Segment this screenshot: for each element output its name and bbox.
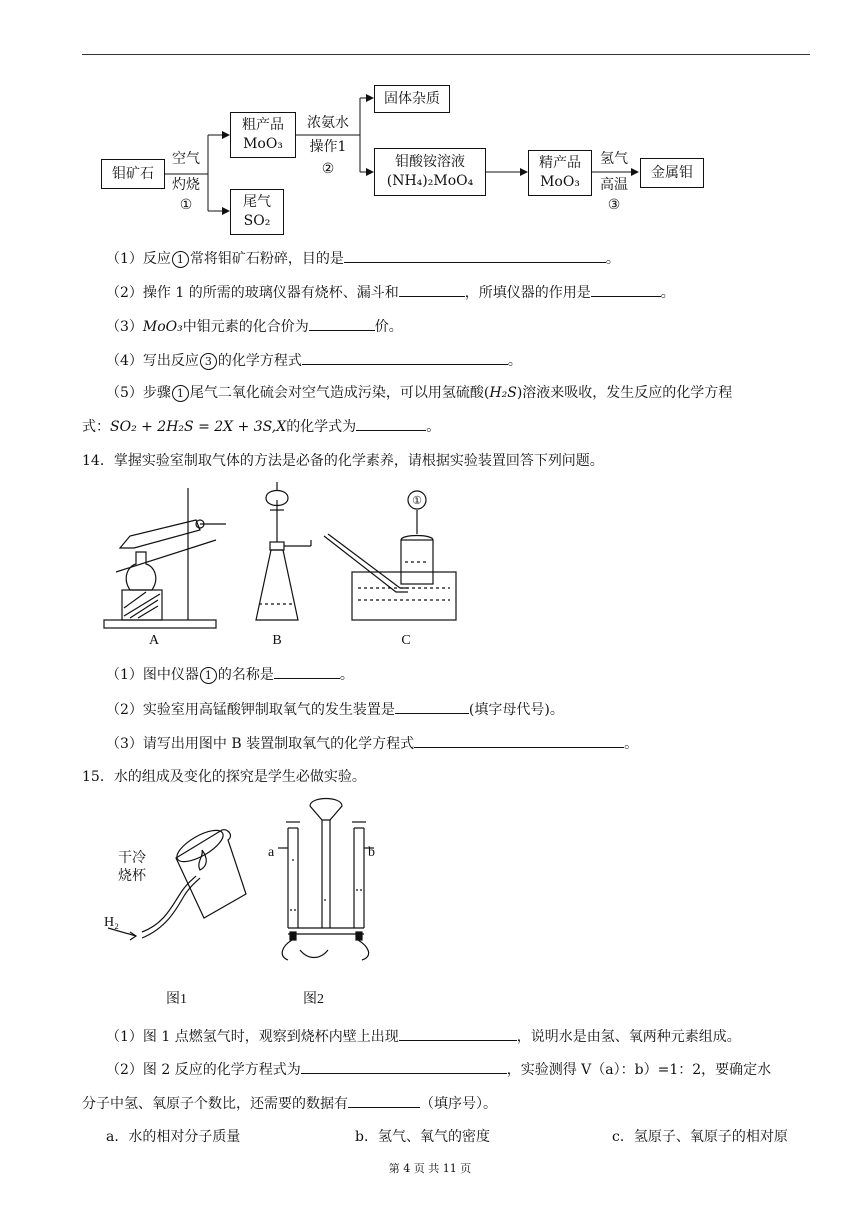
operation1-label: 操作1: [309, 139, 347, 155]
hydrogen-inlet-label: H₂: [104, 915, 119, 930]
q13-p1-prefix: （1）反应: [106, 251, 171, 267]
q15-p2-prefix: （2）图 2 反应的化学方程式为: [106, 1062, 301, 1078]
cold-beaker-label-1: 干冷: [118, 850, 146, 866]
impurity-box: [374, 85, 450, 113]
step3-marker: ③: [607, 197, 621, 213]
tail-gas-formula: SO₂: [243, 213, 271, 229]
figure1-caption: 图1: [166, 992, 187, 1007]
q14-p2-prefix: （2）实验室用高锰酸钾制取氧气的发生装置是: [106, 702, 395, 718]
q13-p5-text2: )溶液来吸收，发生反应的化学方程: [516, 385, 733, 401]
flowchart-arrows: [0, 0, 860, 240]
apparatus-label-c: C: [401, 633, 411, 648]
apparatus-label-b: B: [272, 633, 282, 648]
high-temp-label: 高温: [600, 177, 628, 193]
tail-gas-name: 尾气: [243, 194, 271, 210]
water-experiment-figure: [96, 800, 376, 980]
q13-p3-end: 价。: [374, 319, 403, 335]
tail-gas-box: [230, 189, 284, 235]
crude-product-formula: MoO₃: [243, 136, 283, 152]
metal-box: [640, 158, 704, 188]
answer-blank[interactable]: [274, 664, 340, 679]
q14-p1-text: 的名称是: [217, 667, 274, 683]
circled-1-icon: 1: [172, 385, 189, 402]
answer-blank[interactable]: [301, 1059, 507, 1074]
q13-p5-formula: H₂S: [489, 385, 517, 401]
circled-1-icon: 1: [200, 667, 217, 684]
q15-part1: [106, 1026, 741, 1047]
q14-p1-end: 。: [339, 667, 354, 683]
tube-a-label: a: [268, 845, 275, 860]
answer-blank[interactable]: [399, 282, 465, 297]
q15-part2: [106, 1059, 771, 1080]
answer-blank[interactable]: [414, 733, 624, 748]
q14-p3-prefix: （3）请写出用图中 B 装置制取氧气的化学方程式: [106, 736, 415, 752]
q14-part1: [106, 664, 354, 685]
q13-p4-prefix: （4）写出反应: [106, 353, 199, 369]
fine-product-formula: MoO₃: [540, 174, 580, 190]
lab-apparatus-figure: [96, 480, 466, 648]
metal-label: 金属钼: [651, 164, 693, 181]
q13-part4: [106, 350, 522, 371]
q13-p3-text: 中钼元素的化合价为: [182, 319, 309, 335]
step1-marker: ①: [179, 197, 193, 213]
q13-part2: [106, 282, 675, 303]
answer-blank[interactable]: [395, 699, 469, 714]
q14-part3: [106, 733, 638, 754]
q15-p2-end: （填序号）。: [420, 1096, 497, 1112]
figure2-caption: 图2: [303, 992, 324, 1007]
roast-label: 灼烧: [172, 177, 200, 193]
crude-product-box: [230, 112, 296, 158]
q13-p5-equation: SO₂ + 2H₂S = 2X + 3S,X: [110, 419, 287, 435]
page-footer: 第 4 页 共 11 页: [388, 1162, 472, 1175]
crude-product-name: 粗产品: [242, 117, 284, 133]
q13-p2-text: ，所填仪器的作用是: [464, 285, 591, 301]
tube-b-label: b: [368, 845, 375, 860]
q13-p5-text3: 的化学式为: [286, 419, 357, 435]
q15-p2-text: ，实验测得 V（a）：b）=1：2，要确定水: [506, 1062, 772, 1078]
answer-blank[interactable]: [591, 282, 661, 297]
q15-p1-prefix: （1）图 1 点燃氢气时，观察到烧杯内壁上出现: [106, 1029, 399, 1045]
q13-part3: [106, 316, 403, 337]
fine-product-name: 精产品: [539, 155, 581, 171]
q13-p5-eqprefix: 式：: [82, 419, 110, 435]
q13-p4-text: 的化学方程式: [217, 353, 302, 369]
circled-1-icon: 1: [172, 251, 189, 268]
q15-part2-cont: [82, 1093, 497, 1114]
q13-p1-text: 常将钼矿石粉碎，目的是: [189, 251, 344, 267]
q13-p4-end: 。: [507, 353, 522, 369]
q14-p2-text: (填字母代号)。: [468, 702, 564, 718]
answer-blank[interactable]: [356, 416, 426, 431]
answer-blank[interactable]: [399, 1026, 517, 1041]
fine-product-box: [528, 150, 592, 196]
q13-p5-text: 尾气二氧化硫会对空气造成污染，可以用氢硫酸(: [189, 385, 490, 401]
q13-p2-end: 。: [660, 285, 675, 301]
q13-part5: [106, 383, 732, 403]
q14-part2: [106, 699, 564, 720]
solution-name: 钼酸铵溶液: [395, 154, 465, 170]
solution-formula: (NH₄)₂MoO₄: [386, 173, 474, 189]
answer-blank[interactable]: [302, 350, 508, 365]
q15-option-b[interactable]: b．氢气、氧气的密度: [355, 1129, 490, 1145]
answer-blank[interactable]: [344, 248, 606, 263]
q13-p1-end: 。: [605, 251, 620, 267]
air-label: 空气: [172, 151, 200, 167]
ammonium-molybdate-box: [374, 148, 486, 196]
q13-part5-cont: [82, 416, 440, 437]
cold-beaker-label-2: 烧杯: [118, 868, 146, 884]
q15-p1-text: ，说明水是由氢、氧两种元素组成。: [516, 1029, 741, 1045]
step2-marker: ②: [321, 161, 335, 177]
q13-part1: [106, 248, 620, 269]
circled-3-icon: 3: [200, 353, 217, 370]
q13-p2-prefix: （2）操作 1 的所需的玻璃仪器有烧杯、漏斗和: [106, 285, 399, 301]
q14-title: 14．掌握实验室制取气体的方法是必备的化学素养，请根据实验装置回答下列问题。: [82, 453, 604, 469]
q13-p3-formula: MoO₃: [142, 319, 183, 335]
ore-label: 钼矿石: [112, 165, 154, 182]
ammonia-label: 浓氨水: [307, 115, 349, 131]
q14-p3-end: 。: [624, 736, 639, 752]
q15-title: 15．水的组成及变化的探究是学生必做实验。: [82, 769, 366, 785]
q15-p2-text2: 分子中氢、氧原子个数比，还需要的数据有: [82, 1096, 348, 1112]
q13-p3-prefix: （3）: [106, 319, 143, 335]
answer-blank[interactable]: [309, 316, 375, 331]
answer-blank[interactable]: [348, 1093, 420, 1108]
q14-p1-prefix: （1）图中仪器: [106, 667, 199, 683]
q13-p5-end: 。: [426, 419, 441, 435]
hydrogen-label: 氢气: [600, 151, 628, 167]
apparatus-label-a: A: [148, 633, 160, 648]
ore-box: [101, 159, 165, 189]
q15-option-c[interactable]: c．氢原子、氧原子的相对原: [612, 1129, 788, 1145]
q13-p5-prefix: （5）步骤: [106, 385, 171, 401]
q15-option-a[interactable]: a．水的相对分子质量: [106, 1129, 241, 1145]
impurity-label: 固体杂质: [384, 90, 440, 107]
instrument-1-marker: ①: [412, 494, 422, 507]
